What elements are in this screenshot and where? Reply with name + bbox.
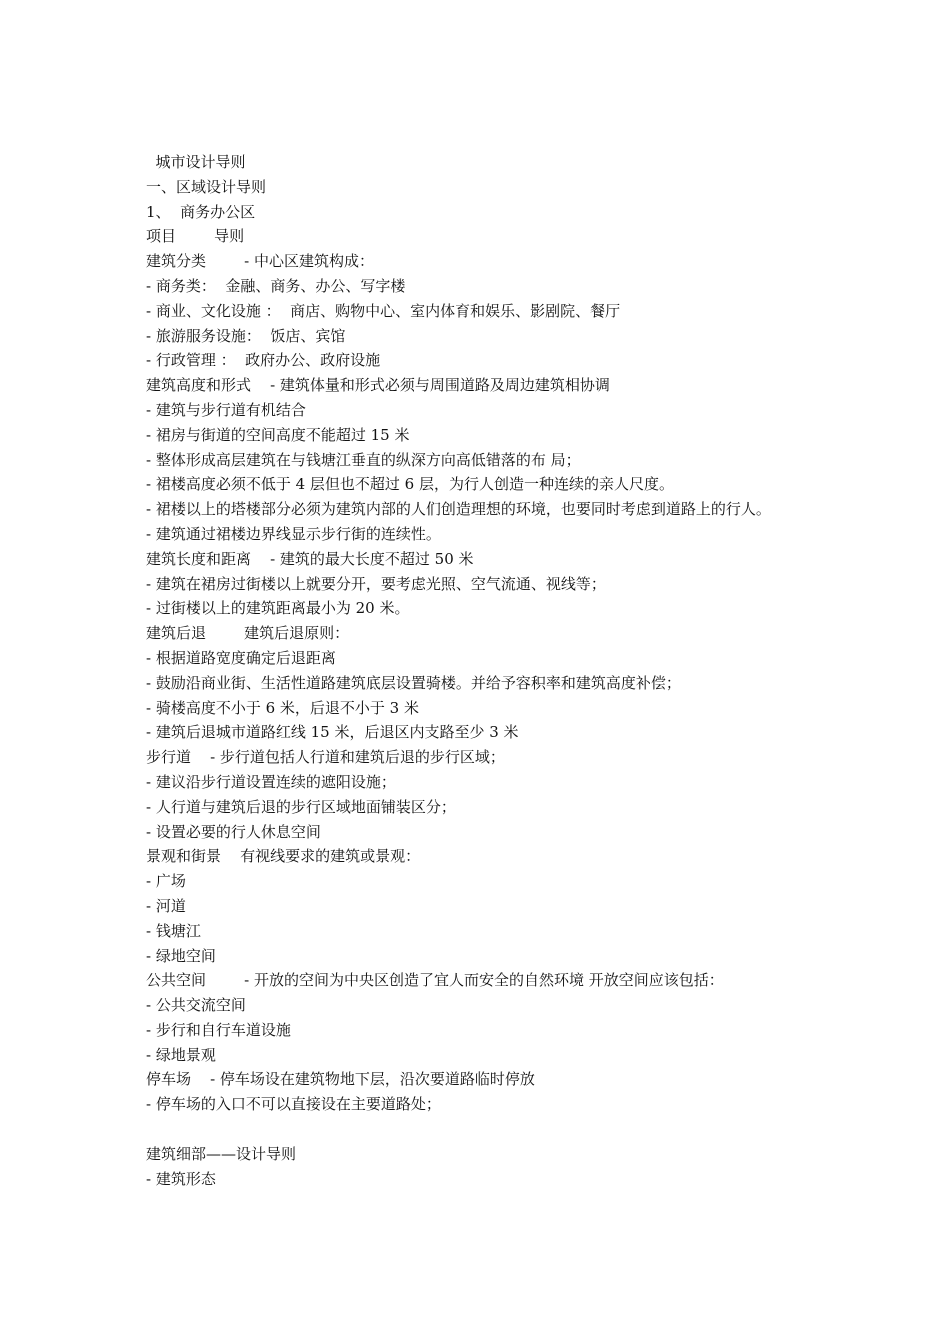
text-line: - 鼓励沿商业街、生活性道路建筑底层设置骑楼。并给予容积率和建筑高度补偿； xyxy=(146,673,681,692)
text-line: 1、 商务办公区 xyxy=(146,202,256,221)
text-line: 一、区域设计导则 xyxy=(146,177,267,196)
text-line: - 裙房与街道的空间高度不能超过 15 米 xyxy=(146,425,410,444)
text-line: 建筑高度和形式 - 建筑体量和形式必须与周围道路及周边建筑相协调 xyxy=(146,376,610,395)
text-line: 建筑分类 - 中心区建筑构成： xyxy=(146,252,374,271)
text-line: 公共空间 - 开放的空间为中央区创造了宜人而安全的自然环境 开放空间应该包括： xyxy=(146,971,724,990)
text-line: - 钱塘江 xyxy=(146,921,201,940)
text-line: - 人行道与建筑后退的步行区域地面铺装区分； xyxy=(146,797,456,816)
text-line: 停车场 - 停车场设在建筑物地下层，沿次要道路临时停放 xyxy=(146,1070,535,1089)
document-title: 城市设计导则 xyxy=(146,153,246,171)
text-line: 步行道 - 步行道包括人行道和建筑后退的步行区域； xyxy=(146,748,505,767)
text-line: - 行政管理 ： 政府办公、政府设施 xyxy=(146,351,381,370)
text-line: 项目 导则 xyxy=(146,227,245,246)
text-line: - 建议沿步行道设置连续的遮阳设施； xyxy=(146,772,396,791)
text-line: 建筑后退 建筑后退原则： xyxy=(146,624,350,643)
text-line: - 整体形成高层建筑在与钱塘江垂直的纵深方向高低错落的布 局； xyxy=(146,450,581,469)
text-line: - 停车场的入口不可以直接设在主要道路处； xyxy=(146,1095,441,1114)
blank-line xyxy=(146,1117,826,1142)
text-line: - 设置必要的行人休息空间 xyxy=(146,822,321,841)
text-line: - 绿地空间 xyxy=(146,946,216,965)
text-line: - 广场 xyxy=(146,872,186,891)
text-line: - 旅游服务设施： 饭店、宾馆 xyxy=(146,326,346,345)
text-line: - 根据道路宽度确定后退距离 xyxy=(146,648,336,667)
text-line: - 商业、文化设施 ： 商店、购物中心、室内体育和娱乐、影剧院、餐厅 xyxy=(146,301,621,320)
document-body xyxy=(146,150,826,1191)
text-line: - 裙楼以上的塔楼部分必须为建筑内部的人们创造理想的环境，也要同时考虑到道路上的行人。 xyxy=(146,500,771,519)
text-line: - 裙楼高度必须不低于 4 层但也不超过 6 层，为行人创造一种连续的亲人尺度。 xyxy=(146,475,674,494)
text-line: - 过街楼以上的建筑距离最小为 20 米。 xyxy=(146,599,410,618)
text-line: - 建筑在裙房过街楼以上就要分开，要考虑光照、空气流通、视线等； xyxy=(146,574,606,593)
text-line: 建筑长度和距离 - 建筑的最大长度不超过 50 米 xyxy=(146,549,474,568)
text-line: - 建筑通过裙楼边界线显示步行街的连续性。 xyxy=(146,524,441,543)
text-line: - 骑楼高度不小于 6 米，后退不小于 3 米 xyxy=(146,698,419,717)
section-heading: 建筑细部——设计导则 xyxy=(146,1144,297,1163)
text-line: - 建筑与步行道有机结合 xyxy=(146,400,306,419)
text-line: - 河道 xyxy=(146,896,186,915)
text-line: - 公共交流空间 xyxy=(146,996,246,1015)
text-line: 景观和街景 有视线要求的建筑或景观： xyxy=(146,847,421,866)
text-line: - 建筑后退城市道路红线 15 米，后退区内支路至少 3 米 xyxy=(146,723,519,742)
text-line: - 商务类： 金融、商务、办公、写字楼 xyxy=(146,276,406,295)
text-line: - 绿地景观 xyxy=(146,1045,216,1064)
text-line: - 步行和自行车道设施 xyxy=(146,1020,291,1039)
text-line: - 建筑形态 xyxy=(146,1169,216,1188)
